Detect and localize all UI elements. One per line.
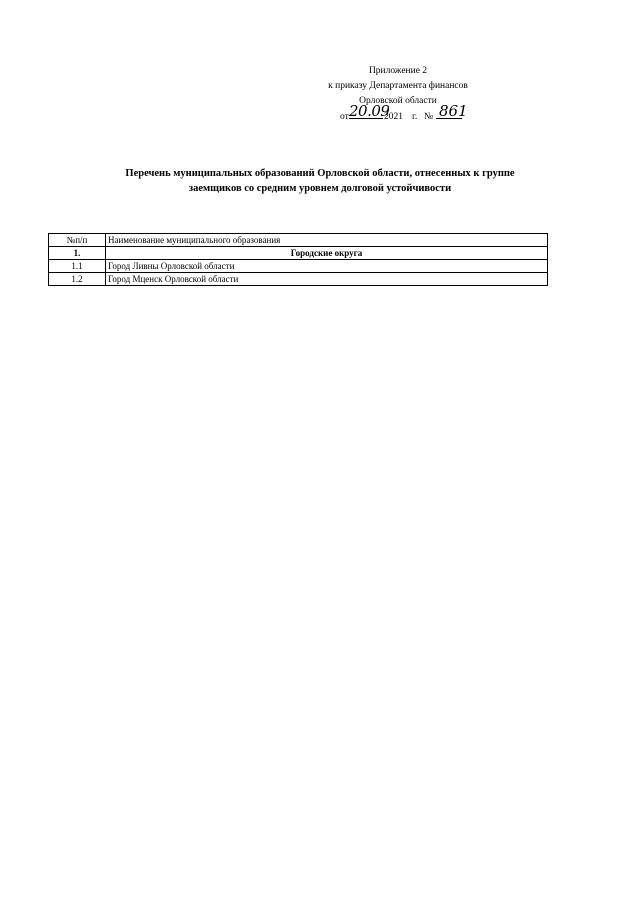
- section-num: 1.: [49, 247, 106, 260]
- title-line-1: Перечень муниципальных образований Орловской области, отнесенных к группе: [125, 168, 515, 179]
- header-num: №п/п: [49, 234, 106, 247]
- table-section-row: [49, 247, 548, 260]
- row-num: 1.2: [49, 273, 106, 286]
- order-prefix: от: [340, 112, 349, 122]
- appendix-region: Орловской области: [359, 96, 437, 106]
- municipalities-table: [48, 233, 548, 286]
- section-name: Городские округа: [106, 247, 548, 260]
- appendix-label: Приложение 2: [368, 66, 428, 76]
- date-underline: [349, 118, 383, 119]
- appendix-order-reference: к приказу Департамента финансов: [328, 81, 468, 91]
- year-suffix: г.: [412, 112, 418, 122]
- row-name: Город Ливны Орловской области: [106, 260, 548, 273]
- order-year: 2021: [384, 112, 403, 122]
- row-name: Город Мценск Орловской области: [106, 273, 548, 286]
- handwritten-order-number: 861: [439, 102, 468, 120]
- number-sign: №: [424, 112, 434, 122]
- row-num: 1.1: [49, 260, 106, 273]
- document-title: [60, 166, 580, 196]
- number-underline: [436, 118, 462, 119]
- order-date-number-line: [340, 102, 490, 129]
- header-name: Наименование муниципального образования: [106, 234, 548, 247]
- table-header-row: [49, 234, 548, 247]
- title-line-2: заемщиков со средним уровнем долговой устойчивости: [188, 183, 452, 194]
- table-row: [49, 273, 548, 286]
- table-row: [49, 260, 548, 273]
- handwritten-date: 20.09: [349, 102, 390, 120]
